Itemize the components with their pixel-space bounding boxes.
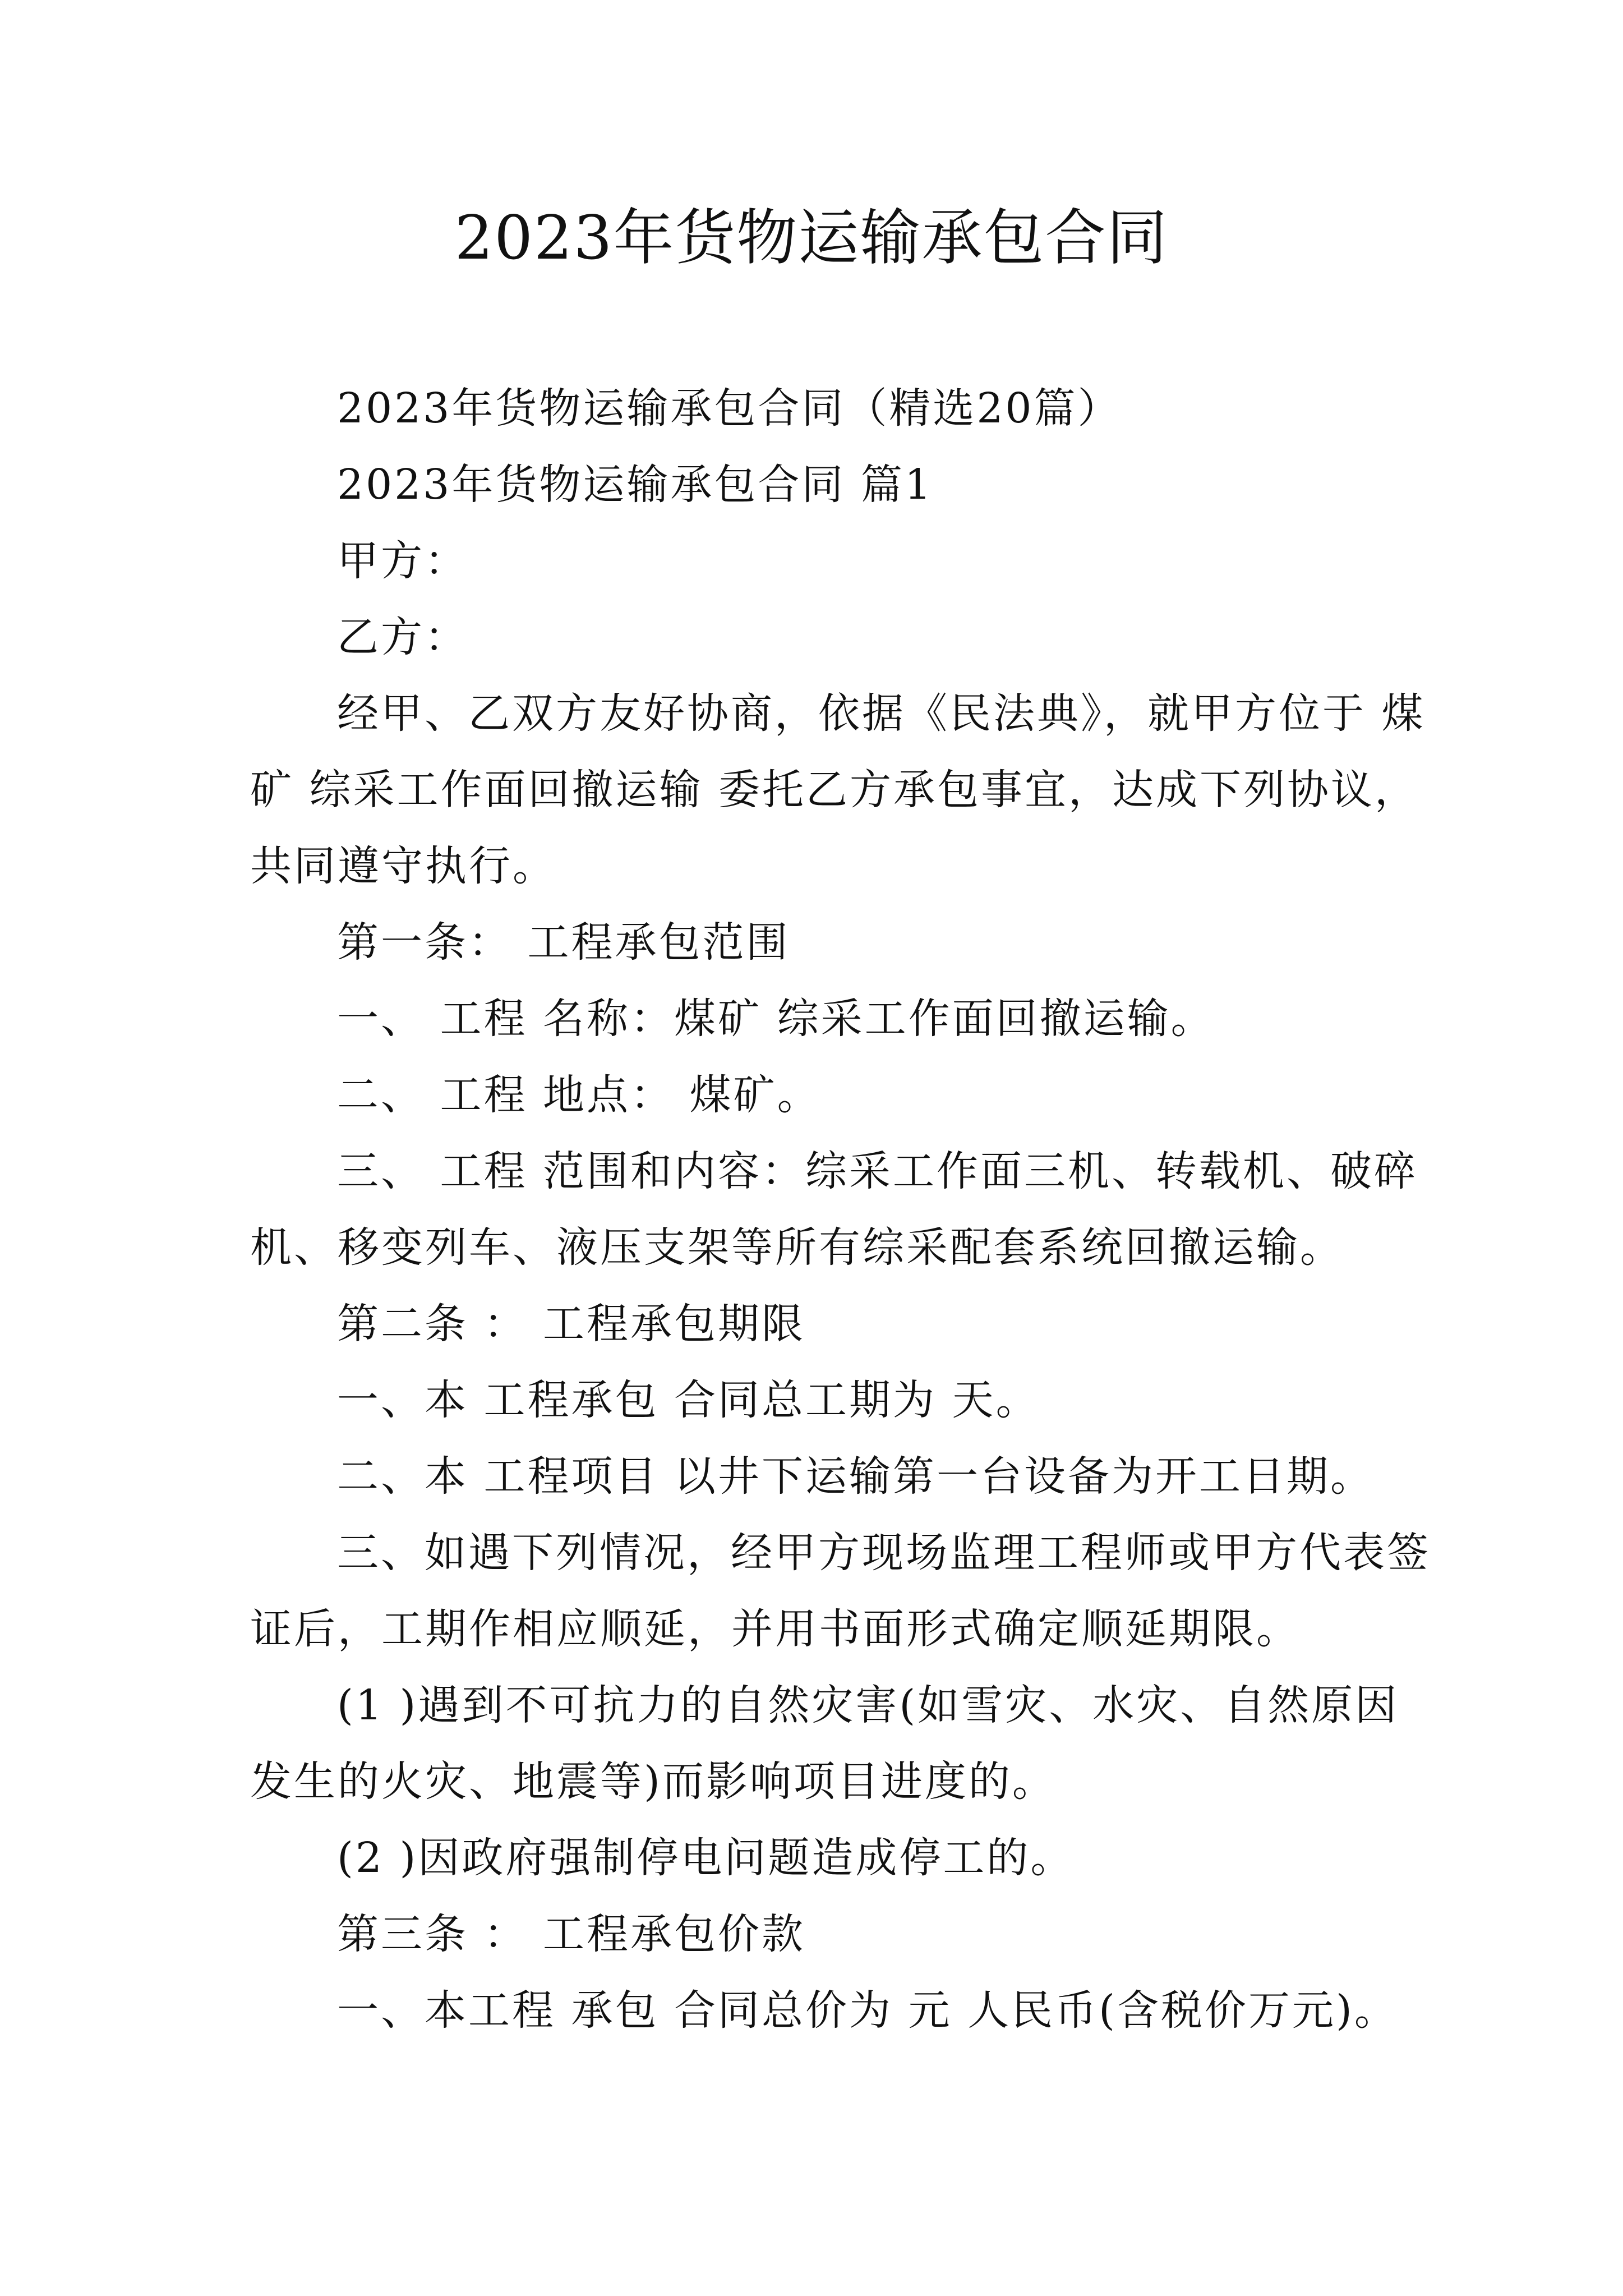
paragraph-article-2-clause-2: (2 )因政府强制停电问题造成停工的。 <box>337 1834 1075 1882</box>
paragraph-article-2-item-1: 一、本 工程承包 合同总工期为 天。 <box>337 1376 1040 1424</box>
document-body <box>250 370 1433 2049</box>
paragraph-preamble: 经甲、乙双方友好协商，依据《民法典》，就甲方位于 煤矿 综采工作面回撤运输 委托乙方承包事宜，达成下列协议，共同遵守执行。 <box>250 689 1426 890</box>
paragraph-section-heading: 2023年货物运输承包合同 篇1 <box>337 461 933 509</box>
paragraph-article-1-item-1: 一、 工程 名称：煤矿 综采工作面回撤运输。 <box>337 995 1215 1043</box>
document-title: 2023年货物运输承包合同 <box>454 203 1169 273</box>
paragraph-article-2-clause-1: (1 )遇到不可抗力的自然灾害(如雪灾、水灾、自然原因发生的火灾、地震等)而影响项目进度的。 <box>250 1681 1399 1806</box>
paragraph-article-1-heading: 第一条： 工程承包范围 <box>337 918 790 967</box>
paragraph-article-2-heading: 第二条 ： 工程承包期限 <box>337 1300 806 1348</box>
paragraph-article-2-item-2: 二、本 工程项目 以井下运输第一台设备为开工日期。 <box>337 1452 1375 1501</box>
paragraph-article-3-heading: 第三条 ： 工程承包价款 <box>337 1910 806 1958</box>
paragraph-article-1-item-2: 二、 工程 地点： 煤矿。 <box>337 1071 821 1119</box>
paragraph-subtitle: 2023年货物运输承包合同（精选20篇） <box>337 384 1122 432</box>
paragraph-article-2-item-3: 三、如遇下列情况，经甲方现场监理工程师或甲方代表签证后，工期作相应顺延，并用书面形式确定顺延期限。 <box>250 1529 1431 1653</box>
paragraph-party-b: 乙方： <box>337 613 468 661</box>
paragraph-party-a: 甲方： <box>337 537 468 585</box>
paragraph-article-1-item-3: 三、 工程 范围和内容：综采工作面三机、转载机、破碎机、移变列车、液压支架等所有综采配套系统回撤运输。 <box>250 1147 1418 1272</box>
paragraph-article-3-item-1: 一、本工程 承包 合同总价为 元 人民币(含税价万元)。 <box>337 1986 1398 2035</box>
